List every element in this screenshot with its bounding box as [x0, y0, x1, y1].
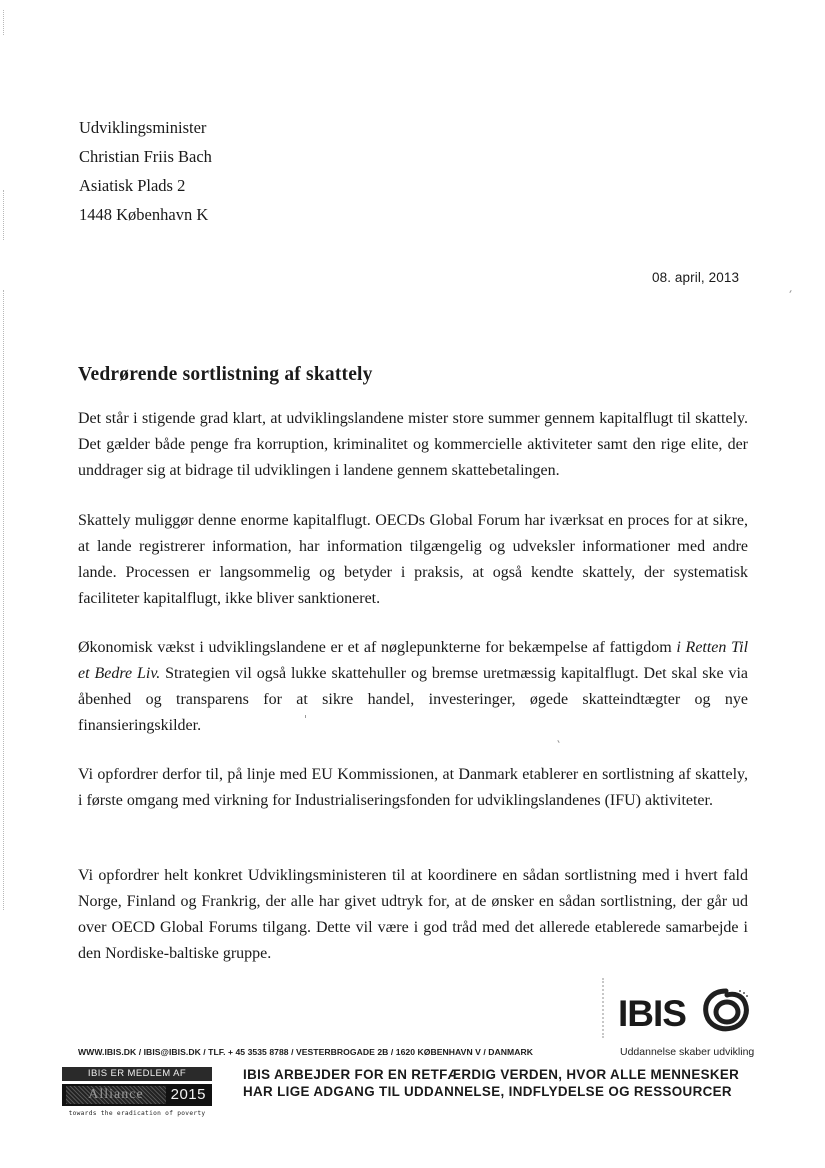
recipient-street: Asiatisk Plads 2	[79, 176, 186, 195]
paragraph: Skattely muliggør denne enorme kapitalflugt. OECDs Global Forum har iværksat en proces for at sikre, at lande registrerer information, har information tilgængelig og udveksler informationer med andre lande. Processen er langsommelig og betyder i praksis, at også kendte skattely, der systematisk faciliteter kapitalflugt, ikke bliver sanktioneret.	[78, 512, 748, 607]
scan-dots	[602, 978, 604, 1038]
mission-statement	[243, 1066, 739, 1100]
scan-edge-mark	[3, 190, 4, 240]
letter-date: 08. april, 2013	[652, 270, 740, 285]
mission-line: HAR LIGE ADGANG TIL UDDANNELSE, INDFLYDELSE OG RESSOURCER	[243, 1084, 732, 1099]
ibis-tagline: Uddannelse skaber udvikling	[620, 1046, 755, 1058]
paragraph: Vi opfordrer helt konkret Udviklingsministeren til at koordinere en sådan sortlistning med i hvert fald Norge, Finland og Frankrig, der alle har givet udtryk for, at de ønsker en sådan sortlistning, der går ud over OECD Global Forums tilgang. Dette vil være i god tråd med det allerede etablerede samarbejde i den Nordiske-baltiske gruppe.	[78, 867, 748, 962]
paragraph: Det står i stigende grad klart, at udviklingslandene mister store summer gennem kapitalflugt til skattely. Det gælder både penge fra korruption, kriminalitet og kommercielle aktiviteter samt den rige elite, der unddrager sig at bidrage til udviklingen i landene gennem skattebetalingen.	[78, 410, 748, 479]
recipient-address	[79, 113, 212, 229]
strategy-title: i Retten Til et Bedre Liv.	[78, 639, 749, 682]
recipient-city: 1448 København K	[79, 205, 209, 224]
alliance-2015-logo	[62, 1067, 212, 1121]
scan-edge-mark	[3, 10, 4, 35]
scan-edge-mark	[3, 290, 4, 910]
scan-speck	[789, 290, 791, 293]
mission-line: IBIS ARBEJDER FOR EN RETFÆRDIG VERDEN, HVOR ALLE MENNESKER	[243, 1067, 740, 1082]
scan-speck	[557, 740, 559, 743]
ibis-logo	[618, 985, 758, 1040]
paragraph	[78, 635, 748, 739]
alliance-name: Alliance	[66, 1086, 166, 1104]
alliance-header: IBIS ER MEDLEM AF	[62, 1067, 212, 1081]
paragraph: Vi opfordrer derfor til, på linje med EU Kommissionen, at Danmark etablerer en sortlistning af skattely, i første omgang med virkning for Industrialiseringsfonden for udviklingslandenes (IFU) aktiviteter.	[78, 766, 748, 809]
recipient-title: Udviklingsminister	[79, 118, 207, 137]
alliance-banner	[62, 1084, 212, 1106]
paragraph-text: Økonomisk vækst i udviklingslandene er et af nøglepunkterne for bekæmpelse af fattigdom	[78, 639, 677, 656]
alliance-subtitle: towards the eradication of poverty	[68, 1110, 206, 1117]
ibis-logo-text: IBIS	[618, 993, 686, 1034]
alliance-year: 2015	[170, 1086, 206, 1103]
paragraph-text: Strategien vil også lukke skattehuller og bremse uretmæssig kapitalflugt. Det skal ske via åbenhed og transparens for at sikre handel, investeringer, øgede skatteindtægter og nye finansieringskilder.	[78, 665, 749, 734]
swirl-logo-icon	[700, 985, 752, 1035]
scan-speck	[305, 715, 306, 718]
letter-subject: Vedrørende sortlistning af skattely	[78, 364, 373, 385]
contact-line: WWW.IBIS.DK / IBIS@IBIS.DK / TLF. + 45 3535 8788 / VESTERBROGADE 2B / 1620 KØBENHAVN V / DANMARK	[78, 1047, 533, 1057]
recipient-name: Christian Friis Bach	[79, 147, 212, 166]
